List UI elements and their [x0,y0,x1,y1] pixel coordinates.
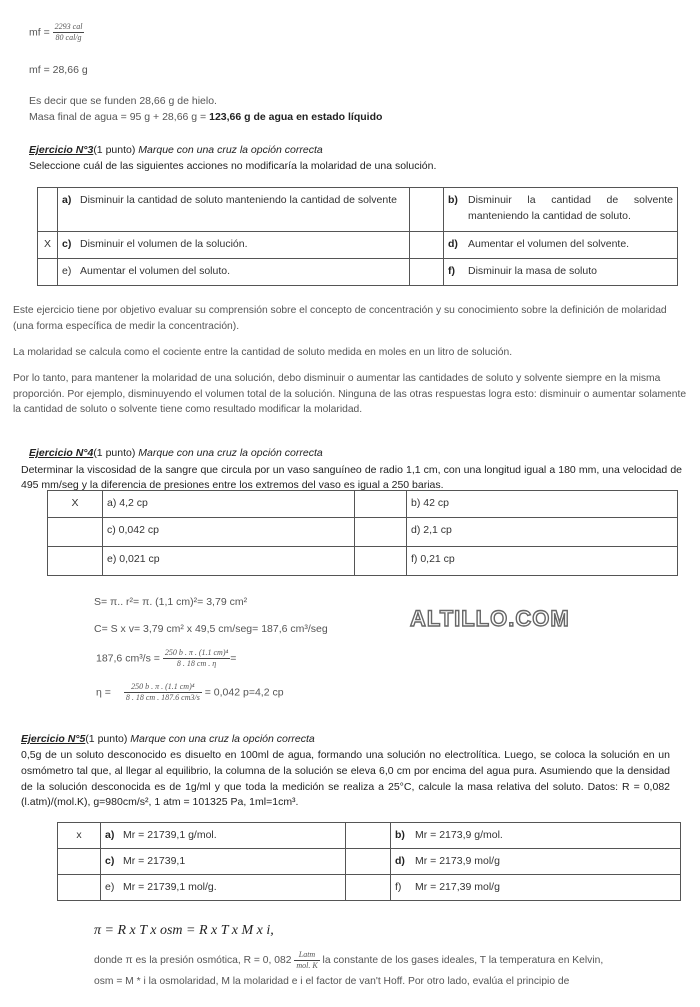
ex3-option-c[interactable] [58,232,410,259]
ex3-mark-e[interactable] [38,259,58,286]
ex4-calc4-left: η = [96,686,111,699]
ex4-mark-d[interactable] [355,518,407,547]
ex5-text-a: Mr = 21739,1 g/mol. [123,829,217,841]
mf-result: mf = 28,66 g [29,64,88,76]
ex3-mark-b[interactable] [410,188,444,232]
final-mass-text: Masa final de agua = 95 g + 28,66 g = [29,111,210,123]
ex4-option-f[interactable]: f) 0,21 cp [407,547,678,576]
ex3-letter-a: a) [62,194,72,206]
ex5-letter-c: c) [105,855,115,867]
ex3-explanation-2: La molaridad se calcula como el cociente entre la cantidad de soluto medida en moles en un litro de solución. [13,347,513,358]
ex3-letter-c: c) [62,238,72,250]
ex5-letter-e: e) [105,881,115,893]
ex3-heading [29,144,323,156]
ex5-option-d[interactable] [391,849,681,875]
ex4-calc3-fraction [163,648,230,669]
ex4-calc-viscosity [96,682,284,703]
ex5-option-e[interactable] [101,875,346,901]
ex5-text-b: Mr = 2173,9 g/mol. [415,829,503,841]
ex3-explanation-3: Por lo tanto, para mantener la molaridad de una solución, debo disminuir o aumentar las cantidades de soluto y solvente siempre en la misma proporción. Por ejemplo, disminuyendo el volumen total de la solución. Ninguna de las otras respuestas logra esto: disminuir o aumentar solamente la cantidad de soluto o solvente tiene como resultado modificar la molaridad. [13,373,687,415]
ex5-letter-d: d) [395,855,405,867]
ex4-mark-a[interactable]: X [48,491,103,518]
ex4-heading [29,447,323,459]
ex4-mark-b[interactable] [355,491,407,518]
ex5-r-den: mol. K [296,961,318,970]
ex5-option-b[interactable] [391,823,681,849]
ex5-mark-d[interactable] [346,849,391,875]
ex4-calc-poiseuille: 187,6 cm³/s = $\frac{\text{250 b . π . (1.1 cm)⁴}}{8 . 18 cm . \eta}$ = [96,648,237,668]
ex3-explanation-1: Este ejercicio tiene por objetivo evaluar su comprensión sobre el concepto de concentración y su conocimiento sobre la definición de molaridad (una forma específica de medir la concentración). [13,305,667,332]
ex3-instruction: Marque con una cruz la opción correcta [138,144,323,156]
ex5-option-f[interactable] [391,875,681,901]
ex5-r-num: Latm [294,950,319,961]
melt-statement: Es decir que se funden 28,66 g de hielo. [29,95,217,107]
ex5-letter-f: f) [395,881,402,893]
ex5-mark-f[interactable] [346,875,391,901]
ex4-calc4-fraction [124,682,202,703]
ex5-mark-e[interactable] [58,875,101,901]
ex4-mark-e[interactable] [48,547,103,576]
ex3-mark-c[interactable]: X [38,232,58,259]
ex5-expl1-a: donde π es la presión osmótica, R = 0, 082 [94,955,292,967]
ex5-option-a[interactable] [101,823,346,849]
ex5-text-e: Mr = 21739,1 mol/g. [123,881,217,893]
ex5-question: 0,5g de un soluto desconocido es disuelto en 100ml de agua, formando una solución no electrolítica. Luego, se coloca la solución en un osmómetro tal que, al llegar al equilibrio, la columna de la solución se eleva 6,0 cm por encima del agua pura. Asumiendo que la densidad de la solución desconocida es de 1g/ml y que toda la medición se realiza a 25°C, calcule la masa relativa del soluto. Datos: R = 0,082 (l.atm)/(mol.K), g=980cm/s², 1 atm = 101325 Pa, 1ml=1cm³. [21,749,670,809]
ex3-mark-d[interactable] [410,232,444,259]
ex3-options-table [37,187,678,286]
ex4-calc4-num: 250 b . π . (1.1 cm)⁴ [124,682,202,693]
ex5-points: (1 punto) [85,733,131,745]
ex4-option-b[interactable]: b) 42 cp [407,491,678,518]
ex3-points: (1 punto) [93,144,139,156]
ex3-option-f[interactable] [444,259,678,286]
ex3-text-b: Disminuir la cantidad de solvente manteniendo la cantidad de soluto. [468,194,673,222]
ex3-option-d[interactable] [444,232,678,259]
ex4-mark-f[interactable] [355,547,407,576]
ex3-letter-b: b) [448,194,458,206]
ex3-letter-f: f) [448,265,455,277]
ex5-text-f: Mr = 217,39 mol/g [415,881,500,893]
ex3-title: Ejercicio N°3 [29,144,94,156]
ex4-option-e[interactable]: e) 0,021 cp [103,547,355,576]
ex5-option-c[interactable] [101,849,346,875]
ex3-text-e: Aumentar el volumen del soluto. [80,265,230,277]
ex5-title: Ejercicio N°5 [21,733,86,745]
ex5-expl1-b: la constante de los gases ideales, T la temperatura en Kelvin, [322,955,604,967]
ex4-options-table [47,490,678,576]
ex5-options-table [57,822,681,901]
ex5-letter-b: b) [395,829,405,841]
ex4-calc3-num: 250 b . π . (1.1 cm)⁴ [164,648,229,657]
ex3-text-a: Disminuir la cantidad de soluto manteniendo la cantidad de solvente [80,194,397,206]
ex4-calc3-left: 187,6 cm³/s = [96,652,160,665]
ex4-option-d[interactable]: d) 2,1 cp [407,518,678,547]
ex5-text-d: Mr = 2173,9 mol/g [415,855,500,867]
ex4-calc3-den: 8 . 18 cm . η [176,659,217,668]
ex4-question: Determinar la viscosidad de la sangre que circula por un vaso sanguíneo de radio 1,1 cm, con una longitud igual a 180 mm, una velocidad de 495 mm/seg y la diferencia de presiones entre los extremos del vaso es igual a 250 barias. [21,464,682,491]
mf-denominator: 80 cal/g [55,33,82,42]
ex4-calc-area: S= π.. r²= π. (1,1 cm)²= 3,79 cm² [94,596,248,608]
ex3-mark-a[interactable] [38,188,58,232]
mf-equation [29,22,84,43]
ex3-letter-d: d) [448,238,458,250]
ex5-letter-a: a) [105,829,115,841]
ex4-instruction: Marque con una cruz la opción correcta [138,447,323,459]
ex4-points: (1 punto) [93,447,139,459]
ex5-mark-a[interactable]: x [58,823,101,849]
ex4-option-c[interactable]: c) 0,042 cp [103,518,355,547]
ex5-instruction: Marque con una cruz la opción correcta [130,733,315,745]
ex5-mark-b[interactable] [346,823,391,849]
ex5-text-c: Mr = 21739,1 [123,855,186,867]
final-mass-result: 123,66 g de agua en estado líquido [209,111,383,123]
ex4-calc4-right: = 0,042 p=4,2 cp [204,686,284,699]
ex3-option-b[interactable] [444,188,678,232]
mf-numerator: 2293 cal [54,22,83,31]
ex4-calc4-den: 8 . 18 cm . 187.6 cm3/s [125,693,200,702]
ex3-question: Seleccione cuál de las siguientes acciones no modificaría la molaridad de una solución. [29,160,437,172]
mf-fraction [53,22,85,43]
ex3-option-e[interactable] [58,259,410,286]
ex5-explanation-1 [94,950,603,971]
ex5-heading [21,733,315,745]
ex3-option-a[interactable] [58,188,410,232]
ex4-mark-c[interactable] [48,518,103,547]
ex3-mark-f[interactable] [410,259,444,286]
ex3-text-c: Disminuir el volumen de la solución. [80,238,248,250]
ex3-text-d: Aumentar el volumen del solvente. [468,238,630,250]
ex5-mark-c[interactable] [58,849,101,875]
ex5-explanation-2: osm = M * i la osmolaridad, M la molaridad e i el factor de van't Hoff. Por otro lado, evalúa el principio de [94,976,570,987]
ex4-option-a[interactable]: a) 4,2 cp [103,491,355,518]
final-mass-line [29,111,382,123]
ex3-text-f: Disminuir la masa de soluto [468,265,597,277]
altillo-watermark: ALTILLO.COM [410,606,570,631]
ex5-r-fraction [294,950,319,971]
ex3-letter-e: e) [62,265,72,277]
ex4-calc-flow: C= S x v= 3,79 cm² x 49,5 cm/seg= 187,6 cm³/seg [94,623,328,635]
ex4-title: Ejercicio N°4 [29,447,94,459]
ex5-osmotic-formula: π = R x T x osm = R x T x M x i, [94,923,274,938]
mf-label: mf = [29,26,50,39]
